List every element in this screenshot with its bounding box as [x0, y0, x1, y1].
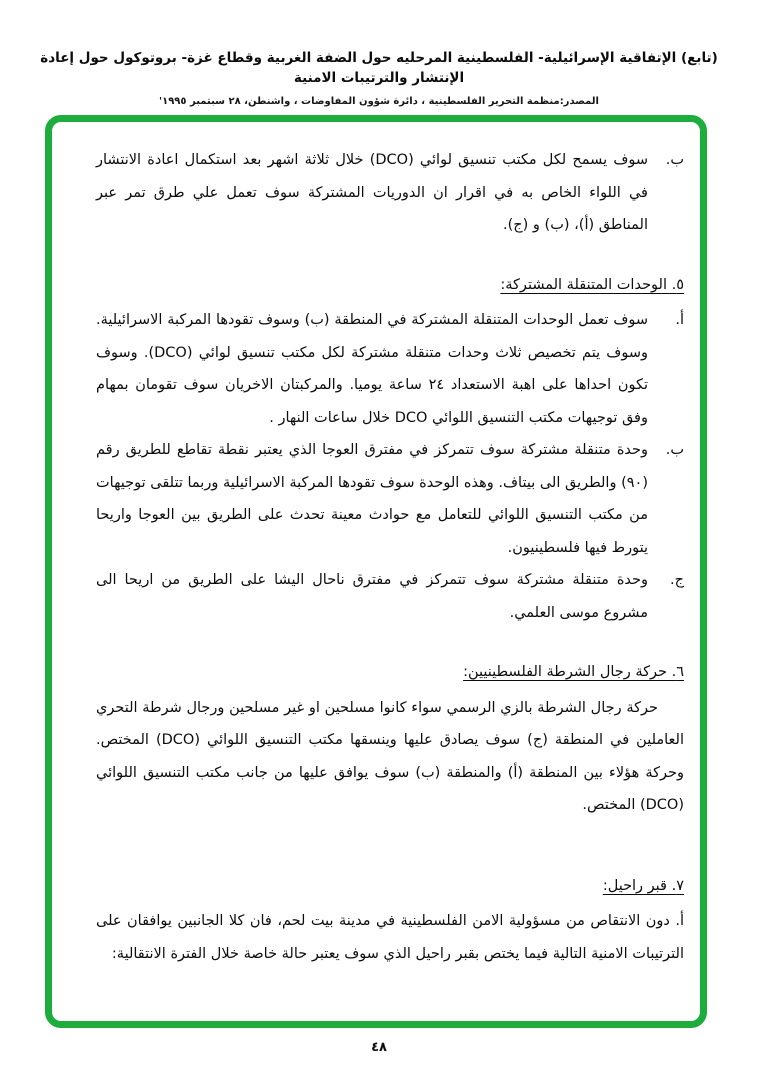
lead-list-item: [96, 144, 684, 242]
section-7-paragraph: أ. دون الانتقاص من مسؤولية الامن الفلسطينية في مدينة بيت لحم، فان كلا الجانبين يوافقان على الترتيبات الامنية التالية فيما يختص بقبر راحيل الذي سوف يعتبر حالة خاصة خلال الفترة الانتقالية:: [96, 913, 684, 962]
section-7-rachels-tomb: [96, 870, 684, 971]
item-a-text: سوف تعمل الوحدات المتنقلة المشتركة في المنطقة (ب) وسوف تقودها المركبة الاسرائيلية. وسوف يتم تخصيص ثلاث وحدات متنقلة مشتركة لكل مكتب تنسيق لوائي (DCO). وسوف تكون احداها على اهبة الاستعداد ٢٤ ساعة يوميا. والمركبتان الاخريان سوف تقومان بمهام وفق توجيهات مكتب التنسيق اللوائي DCO خلال ساعات النهار .: [96, 312, 649, 426]
item-c-text: وحدة متنقلة مشتركة سوف تتمركز في مفترق ناحال اليشا على الطريق من اريحا الى مشروع موسى العلمي.: [96, 572, 648, 621]
section-5-joint-mobile-units: [96, 269, 684, 630]
item-c-marker: ج.: [670, 572, 684, 588]
document-title: (تابع) الإتفاقية الإسرائيلية- الفلسطينية المرحليه حول الضفة الغربية وقطاع غزة- بروتوكول حول إعادة الإنتشار والترتيبات الامنية: [40, 50, 718, 86]
section-5-heading: ٥. الوحدات المتنقلة المشتركة:: [500, 276, 684, 293]
document-body: [52, 122, 700, 970]
item-a-marker: أ.: [675, 312, 684, 328]
section-7-heading: ٧. قبر راحيل:: [602, 877, 684, 894]
page-number: ٤٨: [371, 1040, 387, 1055]
lead-item-marker: ب.: [665, 152, 684, 168]
section-5-item-c: [96, 564, 684, 629]
item-b-text: وحدة متنقلة مشتركة سوف تتمركز في مفترق العوجا الذي يعتبر نقطة تقاطع للطريق رقم (٩٠) والطريق الى بيتاف. وهذه الوحدة سوف تقودها المركبة الاسرائيلية وربما تتلقى توجيهات من مكتب التنسيق اللوائي للتعامل مع حوادث معينة تحدث على الطريق بين العوجا واريحا يتورط فيها فلسطينيون.: [96, 442, 648, 556]
lead-item-text: سوف يسمح لكل مكتب تنسيق لوائي (DCO) خلال ثلاثة اشهر بعد استكمال اعادة الانتشار في اللواء الخاص به في اقرار ان الدوريات المشتركة سوف تعمل علي طرق تمر عبر المناطق (أ)، (ب) و (ج).: [96, 152, 648, 233]
document-header: [0, 0, 758, 107]
section-6-paragraph: حركة رجال الشرطة بالزي الرسمي سواء كانوا مسلحين او غير مسلحين ورجال شرطة التحري العاملين في المنطقة (ج) سوف يصادق عليها وينسقها مكتب التنسيق اللوائي (DCO) المختص. وحركة هؤلاء بين المنطقة (أ) والمنطقة (ب) سوف يوافق عليها من جانب مكتب التنسيق اللوائي (DCO) المختص.: [96, 699, 684, 813]
section-5-item-a: [96, 304, 684, 434]
item-b-marker: ب.: [665, 442, 684, 458]
document-source-line: المصدر:منظمة التحرير الفلسطينية ، دائرة شؤون المفاوضات ، واشنطن، ٢٨ سبتمبر ١٩٩٥': [159, 96, 599, 107]
green-border-frame: [45, 115, 707, 1028]
section-6-heading: ٦. حركة رجال الشرطة الفلسطينيين:: [463, 664, 684, 680]
section-5-item-b: [96, 434, 684, 564]
section-6-police-movement: [96, 656, 684, 822]
